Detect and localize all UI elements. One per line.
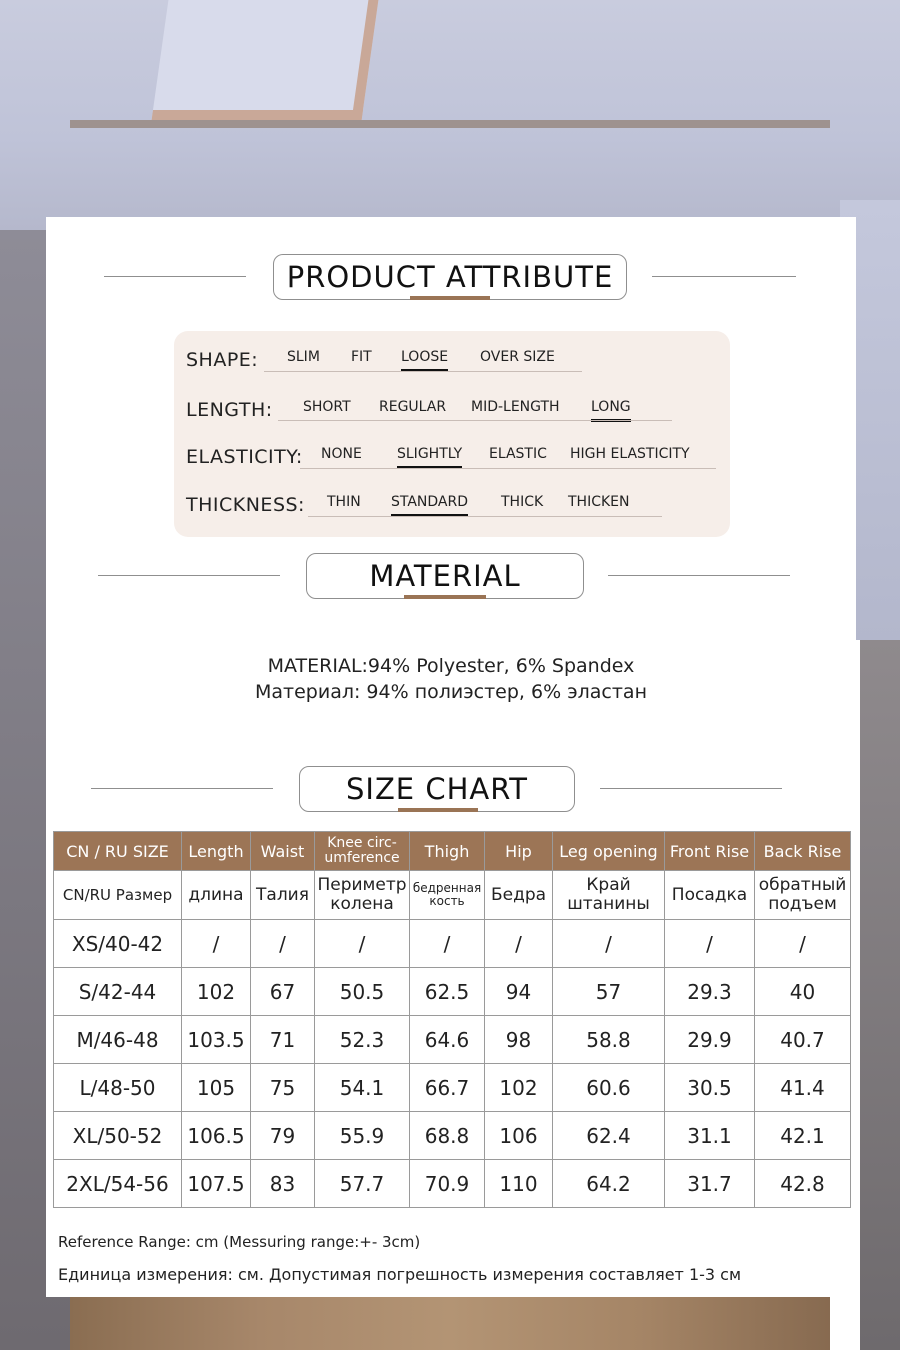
header-cell: Waist	[251, 832, 315, 871]
attr-rule	[308, 516, 662, 517]
table-cell: 107.5	[182, 1160, 251, 1208]
table-cell: /	[410, 920, 485, 968]
table-cell: 57	[553, 968, 665, 1016]
section-title-text: MATERIAL	[369, 559, 521, 593]
title-accent-bar	[410, 296, 490, 300]
header-cell-ru: Посадка	[665, 871, 755, 920]
table-cell: /	[553, 920, 665, 968]
header-cell: Leg opening	[553, 832, 665, 871]
table-cell: 106.5	[182, 1112, 251, 1160]
header-cell-ru: бедренная кость	[410, 871, 485, 920]
header-row-ru	[54, 871, 851, 920]
header-cell: Front Rise	[665, 832, 755, 871]
table-cell: /	[755, 920, 851, 968]
table-cell: 83	[251, 1160, 315, 1208]
table-row	[54, 1112, 851, 1160]
table-row	[54, 1160, 851, 1208]
table-cell: 42.8	[755, 1160, 851, 1208]
attr-option-selected: LONG	[591, 399, 631, 415]
table-cell: 75	[251, 1064, 315, 1112]
table-cell: 98	[485, 1016, 553, 1064]
header-cell-ru: Край штанины	[553, 871, 665, 920]
reference-note-en: Reference Range: cm (Messuring range:+- 3cm)	[58, 1233, 421, 1251]
table-cell: 54.1	[315, 1064, 410, 1112]
header-cell-ru: Периметр колена	[315, 871, 410, 920]
header-cell: Knee circ- umference	[315, 832, 410, 871]
table-cell: 105	[182, 1064, 251, 1112]
table-cell: 42.1	[755, 1112, 851, 1160]
table-cell: 102	[485, 1064, 553, 1112]
table-row	[54, 920, 851, 968]
shirt-photo	[0, 0, 900, 230]
header-cell-ru: Бедра	[485, 871, 553, 920]
attr-option: SHORT	[303, 399, 351, 415]
table-cell: 64.2	[553, 1160, 665, 1208]
section-title-text: SIZE CHART	[345, 772, 529, 806]
attr-label-thickness: THICKNESS:	[186, 494, 305, 516]
header-cell-ru: длина	[182, 871, 251, 920]
attr-label-shape: SHAPE:	[186, 349, 259, 371]
header-cell: Thigh	[410, 832, 485, 871]
table-cell: /	[251, 920, 315, 968]
divider-line	[91, 788, 273, 789]
table-cell: 41.4	[755, 1064, 851, 1112]
waistband-photo	[70, 120, 830, 128]
attr-option: REGULAR	[379, 399, 447, 415]
attr-option: THICK	[501, 494, 544, 510]
section-title-text: PRODUCT ATTRIBUTE	[286, 260, 614, 294]
table-row	[54, 968, 851, 1016]
table-cell: 70.9	[410, 1160, 485, 1208]
header-cell-ru: Талия	[251, 871, 315, 920]
attr-label-elasticity: ELASTICITY:	[186, 446, 303, 468]
info-card	[46, 217, 856, 1297]
attr-option-selected: SLIGHTLY	[397, 446, 463, 462]
material-title	[306, 553, 584, 599]
table-cell: 64.6	[410, 1016, 485, 1064]
product-attribute-title	[273, 254, 627, 300]
table-row	[54, 1016, 851, 1064]
size-cell: XL/50-52	[54, 1112, 182, 1160]
attr-option: FIT	[351, 349, 372, 365]
reference-note-ru: Единица измерения: см. Допустимая погрешность измерения составляет 1-3 см	[58, 1265, 742, 1284]
attr-rule	[300, 468, 716, 469]
divider-line	[652, 276, 796, 277]
table-cell: 67	[251, 968, 315, 1016]
table-cell: 79	[251, 1112, 315, 1160]
attr-label-length: LENGTH:	[186, 399, 273, 421]
attr-option-selected: STANDARD	[391, 494, 469, 510]
table-cell: 68.8	[410, 1112, 485, 1160]
table-cell: 60.6	[553, 1064, 665, 1112]
table-cell: 40.7	[755, 1016, 851, 1064]
table-cell: 55.9	[315, 1112, 410, 1160]
header-cell: Back Rise	[755, 832, 851, 871]
size-cell: M/46-48	[54, 1016, 182, 1064]
background-right	[860, 640, 900, 1350]
table-cell: 29.3	[665, 968, 755, 1016]
table-cell: 30.5	[665, 1064, 755, 1112]
table-cell: /	[315, 920, 410, 968]
table-cell: 40	[755, 968, 851, 1016]
table-cell: /	[182, 920, 251, 968]
table-cell: /	[485, 920, 553, 968]
divider-line	[600, 788, 782, 789]
attr-option: OVER SIZE	[480, 349, 555, 365]
table-cell: 62.5	[410, 968, 485, 1016]
table-cell: 94	[485, 968, 553, 1016]
size-cell: 2XL/54-56	[54, 1160, 182, 1208]
table-cell: 31.1	[665, 1112, 755, 1160]
table-cell: 57.7	[315, 1160, 410, 1208]
table-cell: 102	[182, 968, 251, 1016]
table-cell: 58.8	[553, 1016, 665, 1064]
attr-option: SLIM	[287, 349, 320, 365]
size-chart-title	[299, 766, 575, 812]
table-cell: 62.4	[553, 1112, 665, 1160]
size-chart-table	[53, 831, 851, 1208]
attr-option: THICKEN	[568, 494, 630, 510]
attr-rule	[278, 420, 672, 421]
attr-option: HIGH ELASTICITY	[570, 446, 690, 462]
size-cell: XS/40-42	[54, 920, 182, 968]
header-cell: Length	[182, 832, 251, 871]
attribute-panel	[174, 331, 730, 537]
attr-option: NONE	[321, 446, 362, 462]
size-cell: S/42-44	[54, 968, 182, 1016]
attr-option: THIN	[327, 494, 361, 510]
header-cell-ru: обратный подъем	[755, 871, 851, 920]
material-text-ru: Материал: 94% полиэстер, 6% эластан	[255, 681, 647, 703]
header-cell: Hip	[485, 832, 553, 871]
table-cell: 50.5	[315, 968, 410, 1016]
cuff-photo	[152, 0, 379, 120]
header-row-en	[54, 832, 851, 871]
header-cell: CN / RU SIZE	[54, 832, 182, 871]
table-cell: 103.5	[182, 1016, 251, 1064]
table-cell: 31.7	[665, 1160, 755, 1208]
title-accent-bar	[398, 808, 478, 812]
attr-rule	[264, 371, 582, 372]
table-cell: 110	[485, 1160, 553, 1208]
attr-option: ELASTIC	[489, 446, 547, 462]
header-cell-ru: CN/RU Размер	[54, 871, 182, 920]
table-row	[54, 1064, 851, 1112]
table-cell: /	[665, 920, 755, 968]
table-cell: 71	[251, 1016, 315, 1064]
material-text-en: MATERIAL:94% Polyester, 6% Spandex	[267, 655, 635, 677]
table-cell: 106	[485, 1112, 553, 1160]
table-cell: 52.3	[315, 1016, 410, 1064]
divider-line	[104, 276, 246, 277]
table-cell: 29.9	[665, 1016, 755, 1064]
attr-option-selected: LOOSE	[401, 349, 449, 365]
size-cell: L/48-50	[54, 1064, 182, 1112]
divider-line	[98, 575, 280, 576]
divider-line	[608, 575, 790, 576]
attr-option: MID-LENGTH	[471, 399, 560, 415]
table-cell: 66.7	[410, 1064, 485, 1112]
title-accent-bar	[404, 595, 486, 599]
